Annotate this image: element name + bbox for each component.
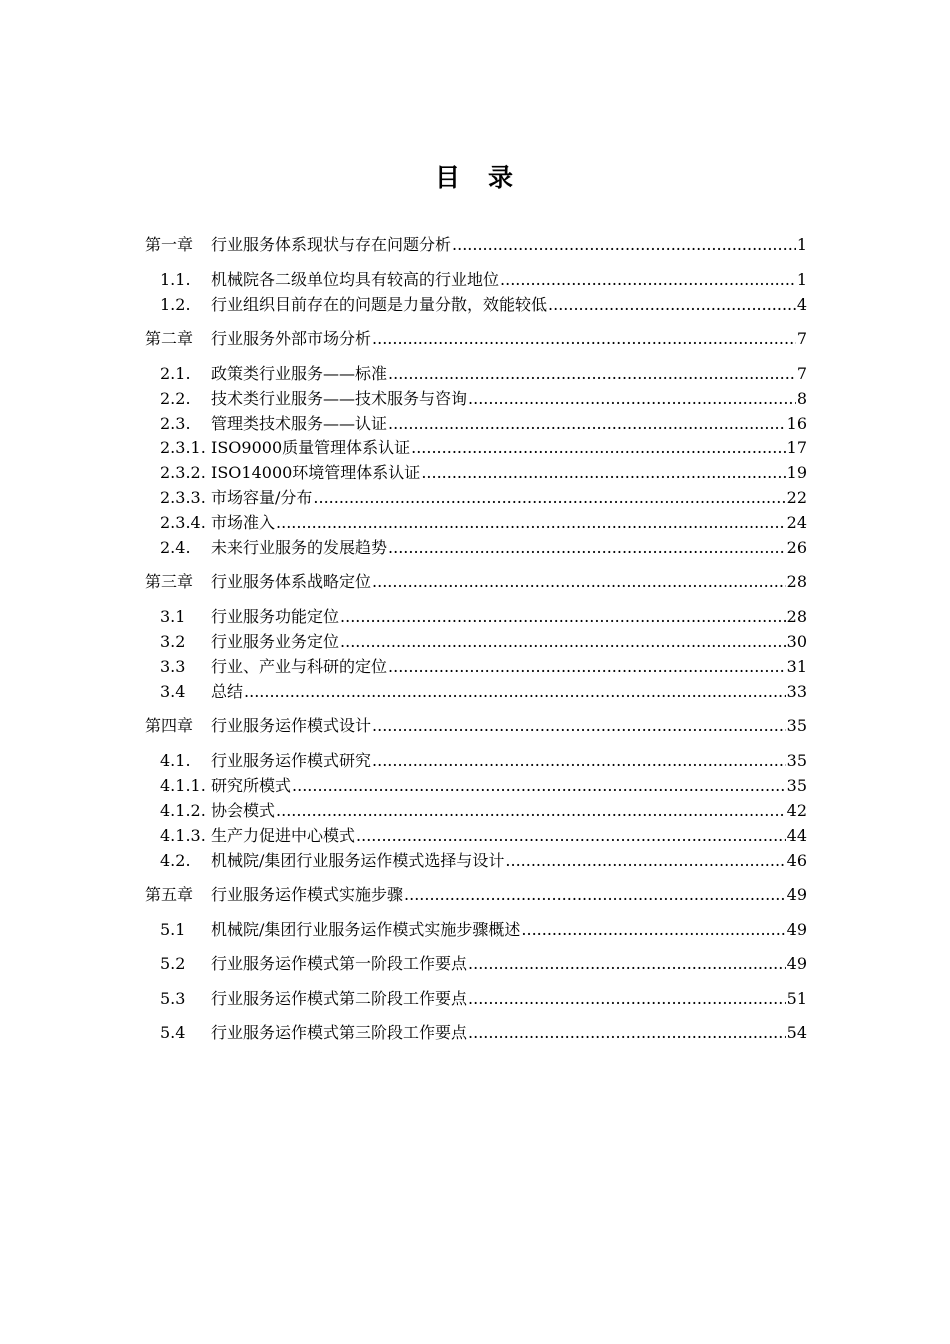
toc-entry[interactable] — [145, 680, 807, 704]
toc-entry[interactable] — [145, 461, 807, 485]
toc-entry-number: 3.3 — [160, 657, 186, 676]
toc-entry-number: 第一章 — [145, 235, 194, 254]
toc-entry[interactable] — [145, 605, 807, 629]
toc-dot-leader — [404, 883, 786, 907]
toc-entry-page: 24 — [786, 513, 807, 532]
toc-entry-title: 市场容量/分布 — [211, 488, 313, 507]
toc-dot-leader — [340, 630, 786, 654]
toc-entry-number: 3.4 — [160, 682, 186, 701]
toc-entry-title: 行业服务运作模式实施步骤 — [211, 885, 404, 904]
toc-dot-leader — [411, 436, 786, 460]
toc-entry[interactable] — [145, 412, 807, 436]
toc-entry-number: 1.1. — [160, 270, 191, 289]
toc-entry[interactable] — [145, 883, 807, 907]
toc-entry-number: 第二章 — [145, 329, 194, 348]
toc-dot-leader — [313, 486, 785, 510]
toc-dot-leader — [244, 680, 786, 704]
toc-entry-title: 总结 — [211, 682, 244, 701]
toc-entry-title: 协会模式 — [211, 801, 276, 820]
toc-entry-number: 1.2. — [160, 295, 191, 314]
toc-entry-title: ISO14000环境管理体系认证 — [211, 463, 421, 482]
toc-entry-page: 7 — [796, 364, 807, 383]
toc-entry[interactable] — [145, 436, 807, 460]
toc-dot-leader — [388, 412, 786, 436]
toc-entry-page: 17 — [786, 438, 807, 457]
toc-entry-page: 8 — [796, 389, 807, 408]
toc-entry-title: 行业服务运作模式第一阶段工作要点 — [211, 954, 468, 973]
toc-entry[interactable] — [145, 630, 807, 654]
toc-entry-title: 行业服务运作模式设计 — [211, 716, 372, 735]
toc-entry-title: 行业服务体系现状与存在问题分析 — [211, 235, 452, 254]
toc-entry-number: 4.1.2. — [160, 801, 206, 820]
toc-entry-page: 51 — [786, 989, 807, 1008]
toc-entry-page: 42 — [786, 801, 807, 820]
toc-title-part2: 录 — [488, 163, 516, 192]
toc-entry[interactable] — [145, 918, 807, 942]
toc-entry-number: 2.3. — [160, 414, 191, 433]
toc-entry-page: 30 — [786, 632, 807, 651]
toc-entry[interactable] — [145, 952, 807, 976]
toc-entry-number: 2.3.1. — [160, 438, 206, 457]
toc-entry-number: 3.2 — [160, 632, 186, 651]
toc-entry-page: 35 — [786, 751, 807, 770]
toc-entry-number: 第五章 — [145, 885, 194, 904]
toc-entry-number: 4.1.3. — [160, 826, 206, 845]
toc-entry[interactable] — [145, 714, 807, 738]
toc-entry-page: 26 — [786, 538, 807, 557]
toc-entry[interactable] — [145, 799, 807, 823]
toc-dot-leader — [372, 749, 786, 773]
toc-entry[interactable] — [145, 293, 807, 317]
toc-entry-number: 3.1 — [160, 607, 186, 626]
toc-entry-page: 28 — [786, 607, 807, 626]
toc-title-part1: 目 — [434, 163, 462, 192]
toc-dot-leader — [421, 461, 785, 485]
toc-entry[interactable] — [145, 824, 807, 848]
toc-entry-title: 机械院各二级单位均具有较高的行业地位 — [211, 270, 500, 289]
toc-entry-title: 行业组织目前存在的问题是力量分散，效能较低 — [211, 295, 548, 314]
toc-entry[interactable] — [145, 570, 807, 594]
toc-entry-title: 行业、产业与科研的定位 — [211, 657, 388, 676]
toc-entry-title: 行业服务运作模式研究 — [211, 751, 372, 770]
toc-entry[interactable] — [145, 774, 807, 798]
toc-entry-page: 19 — [786, 463, 807, 482]
toc-title — [0, 158, 950, 194]
toc-entry-number: 4.1. — [160, 751, 191, 770]
toc-entry-title: 政策类行业服务——标准 — [211, 364, 388, 383]
toc-dot-leader — [388, 655, 786, 679]
toc-entry[interactable] — [145, 849, 807, 873]
toc-entry[interactable] — [145, 655, 807, 679]
toc-entry[interactable] — [145, 327, 807, 351]
toc-entry-page: 49 — [786, 885, 807, 904]
toc-entry-page: 16 — [786, 414, 807, 433]
toc-entry[interactable] — [145, 362, 807, 386]
toc-entry-number: 4.2. — [160, 851, 191, 870]
toc-entry-number: 第四章 — [145, 716, 194, 735]
toc-entry-title: ISO9000质量管理体系认证 — [211, 438, 411, 457]
toc-dot-leader — [356, 824, 786, 848]
toc-entry-title: 管理类技术服务——认证 — [211, 414, 388, 433]
toc-entry-number: 4.1.1. — [160, 776, 206, 795]
toc-entry[interactable] — [145, 536, 807, 560]
toc-entry-number: 第三章 — [145, 572, 194, 591]
toc-entry-page: 46 — [786, 851, 807, 870]
toc-dot-leader — [500, 268, 796, 292]
toc-entry-number: 2.2. — [160, 389, 191, 408]
toc-dot-leader — [372, 570, 786, 594]
toc-entry-number: 5.1 — [160, 920, 186, 939]
toc-entry-title: 行业服务运作模式第二阶段工作要点 — [211, 989, 468, 1008]
toc-dot-leader — [468, 987, 786, 1011]
toc-entry-title: 行业服务体系战略定位 — [211, 572, 372, 591]
toc-dot-leader — [468, 952, 786, 976]
toc-entry-page: 1 — [796, 235, 807, 254]
toc-entry-page: 28 — [786, 572, 807, 591]
toc-entry-title: 行业服务功能定位 — [211, 607, 340, 626]
toc-dot-leader — [468, 1021, 786, 1045]
toc-entry-title: 研究所模式 — [211, 776, 292, 795]
toc-entry[interactable] — [145, 387, 807, 411]
toc-entry[interactable] — [145, 268, 807, 292]
toc-entry[interactable] — [145, 749, 807, 773]
toc-entry-title: 未来行业服务的发展趋势 — [211, 538, 388, 557]
toc-entry-title: 行业服务业务定位 — [211, 632, 340, 651]
toc-entry-number: 5.3 — [160, 989, 186, 1008]
toc-entry-title: 机械院/集团行业服务运作模式选择与设计 — [211, 851, 505, 870]
toc-dot-leader — [505, 849, 785, 873]
toc-entry-title: 机械院/集团行业服务运作模式实施步骤概述 — [211, 920, 521, 939]
toc-entry-page: 49 — [786, 920, 807, 939]
toc-dot-leader — [276, 511, 786, 535]
toc-dot-leader — [340, 605, 786, 629]
toc-entry-number: 5.2 — [160, 954, 186, 973]
toc-entry-page: 7 — [796, 329, 807, 348]
toc-dot-leader — [388, 536, 786, 560]
toc-entry-title: 技术类行业服务——技术服务与咨询 — [211, 389, 468, 408]
toc-entry-title: 行业服务运作模式第三阶段工作要点 — [211, 1023, 468, 1042]
toc-dot-leader — [292, 774, 786, 798]
toc-entry-number: 2.4. — [160, 538, 191, 557]
toc-entry[interactable] — [145, 511, 807, 535]
toc-entry-page: 4 — [796, 295, 807, 314]
toc-dot-leader — [388, 362, 796, 386]
toc-entry-page: 49 — [786, 954, 807, 973]
toc-entry-number: 2.3.4. — [160, 513, 206, 532]
toc-dot-leader — [452, 233, 796, 257]
toc-entry-page: 22 — [786, 488, 807, 507]
toc-entry-title: 行业服务外部市场分析 — [211, 329, 372, 348]
toc-entry-number: 2.3.3. — [160, 488, 206, 507]
toc-entry-number: 5.4 — [160, 1023, 186, 1042]
toc-dot-leader — [468, 387, 796, 411]
toc-entry-number: 2.1. — [160, 364, 191, 383]
toc-entry-page: 33 — [786, 682, 807, 701]
toc-dot-leader — [548, 293, 796, 317]
toc-dot-leader — [372, 714, 786, 738]
toc-dot-leader — [276, 799, 786, 823]
toc-entry-page: 31 — [786, 657, 807, 676]
toc-entry[interactable] — [145, 233, 807, 257]
toc-entry-title: 生产力促进中心模式 — [211, 826, 356, 845]
toc-dot-leader — [372, 327, 796, 351]
toc-entry-page: 35 — [786, 776, 807, 795]
toc-entry-page: 54 — [786, 1023, 807, 1042]
toc-entry-page: 44 — [786, 826, 807, 845]
toc-entry-title: 市场准入 — [211, 513, 276, 532]
toc-entry[interactable] — [145, 1021, 807, 1045]
toc-entry-page: 35 — [786, 716, 807, 735]
toc-entry[interactable] — [145, 987, 807, 1011]
toc-dot-leader — [521, 918, 785, 942]
toc-entry-number: 2.3.2. — [160, 463, 206, 482]
toc-entry-page: 1 — [796, 270, 807, 289]
toc-entry[interactable] — [145, 486, 807, 510]
